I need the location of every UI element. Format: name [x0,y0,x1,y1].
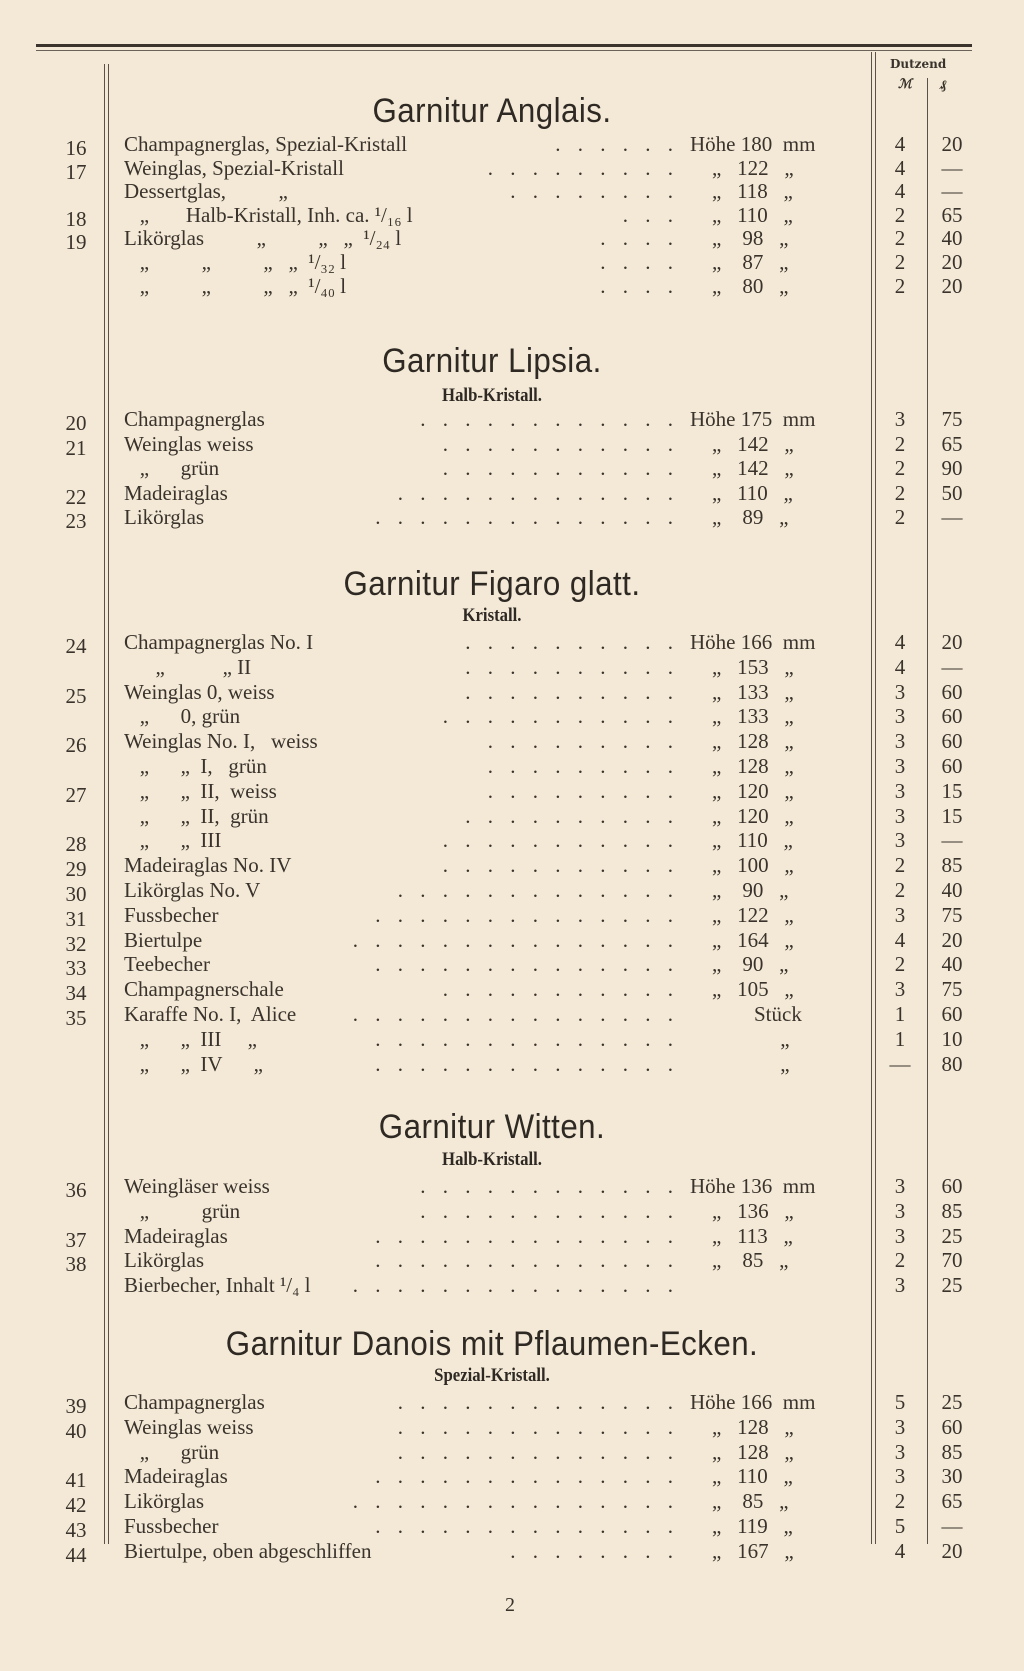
table-row [0,1248,1024,1277]
item-number: 44 [65,1542,87,1567]
item-description: „ „ I, grün [124,754,267,778]
price-mark: 1 [894,1026,906,1051]
item-number: 29 [65,857,87,882]
price-pfennig: — [941,155,963,180]
price-mark: 3 [894,778,906,803]
item-height: „ 120 „ [712,778,794,803]
leader-dots: . . . . . . . . . . . . . . [375,1248,679,1273]
section-title: Garnitur Figaro glatt. [343,565,641,603]
item-description: Weinglas, Spezial-Kristall [124,155,344,180]
leader-dots: . . . . . . . . . . [465,630,679,654]
price-mark: 3 [894,704,906,729]
item-number: 37 [65,1227,87,1252]
item-description: „ Halb-Kristall, Inh. ca. ¹/₁₆ l [124,202,413,227]
price-pfennig: 20 [941,630,963,654]
item-height: Höhe 180 mm [690,132,816,156]
item-height: „ 85 „ [712,1489,789,1514]
item-description: Karaffe No. I, Alice [124,1002,297,1026]
leader-dots: . . . . . . . . . [487,778,679,803]
item-number: 33 [65,956,87,981]
price-pfennig: 60 [941,704,963,729]
item-height: Stück [712,1002,802,1026]
table-row [0,1464,1024,1493]
item-description: Dessertglas, „ [124,179,288,204]
item-description: Champagnerglas [124,407,265,431]
leader-dots: . . . . . . . . . . . . . . [375,952,679,977]
table-row [0,1273,1024,1297]
price-pfennig: 70 [941,1248,963,1273]
section-title: Garnitur Danois mit Pflaumen-Ecken. [225,1325,759,1363]
price-mark: 2 [894,250,906,274]
section-subtitle: Kristall. [462,605,522,626]
item-description: Likörglas [124,1489,205,1514]
item-description: Champagnerglas, Spezial-Kristall [124,132,408,156]
table-row [0,1514,1024,1542]
leader-dots: . . . . . . . . [510,1538,679,1563]
price-mark: 2 [894,202,906,227]
leader-dots: . . . . . . . . . . . . . . [375,1026,679,1051]
item-number: 19 [65,230,87,255]
table-row [0,804,1024,828]
price-pfennig: — [941,1514,963,1538]
leader-dots: . . . . . . . . . . [465,654,679,679]
item-number: 23 [65,509,87,534]
leader-dots: . . . . . . . . . . [465,679,679,704]
leader-dots: . . . . . . . . . . . . . . [375,1464,679,1489]
leader-dots: . . . . . . . . . . . . . . [375,902,679,927]
item-description: Biertulpe, oben abgeschliffen [124,1538,372,1563]
price-mark: 5 [894,1390,906,1414]
leader-dots: . . . . . . . . . . . . . . . [352,1489,679,1514]
item-number: 35 [65,1006,87,1030]
item-height: „ 90 „ [712,878,789,902]
price-pfennig: 60 [941,1414,963,1439]
item-height: „ 100 „ [712,853,794,878]
price-mark: 2 [894,505,906,530]
price-mark: — [889,1051,911,1076]
table-row [0,1199,1024,1223]
item-height: „ 142 „ [712,456,794,481]
leader-dots: . . . . . . . . . . . . . [397,1414,679,1439]
price-mark: 3 [894,1223,906,1248]
leader-dots: . . . . . . . . . . . . . . [375,1223,679,1248]
leader-dots: . . . . . . . . . . . [442,853,679,878]
item-number: 17 [65,159,87,184]
table-row [0,1390,1024,1418]
leader-dots: . . . . [600,250,679,274]
leader-dots: . . . . . . . . . . . . . [397,1439,679,1464]
price-mark: 3 [894,1273,906,1298]
table-row [0,505,1024,534]
price-pfennig: 60 [941,729,963,754]
item-height: „ 164 „ [712,927,794,952]
item-number: 26 [65,733,87,758]
table-row [0,480,1024,509]
price-pfennig: 20 [941,250,963,274]
price-mark: 3 [894,407,906,431]
item-height: „ 136 „ [712,1198,794,1223]
price-mark: 4 [894,132,906,156]
item-description: Madeiraglas No. IV [124,853,292,878]
column-header-dutzend: Dutzend [890,57,947,71]
item-number: 30 [65,882,87,906]
item-number: 22 [65,484,87,509]
table-row [0,952,1024,981]
item-height: „ 110 „ [712,828,793,853]
item-height: „ [712,1051,790,1076]
section-subtitle: Halb-Kristall. [442,385,542,406]
item-description: Madeiraglas [124,1223,228,1248]
table-row [0,431,1024,460]
table-row [0,179,1024,203]
table-row [0,1027,1024,1051]
item-description: „ 0, grün [124,704,241,729]
item-number: 42 [65,1493,87,1518]
item-height: „ 122 „ [712,902,794,927]
price-pfennig: 60 [941,1002,963,1026]
table-row [0,853,1024,882]
price-pfennig: 20 [941,927,963,952]
item-description: Weinglas weiss [124,1414,254,1439]
table-row [0,132,1024,160]
item-height: „ 110 „ [712,480,793,505]
table-row [0,754,1024,778]
item-description: „ „ II [124,654,252,679]
column-header-mark: ℳ [898,77,912,92]
price-pfennig: 65 [941,1489,963,1514]
price-mark: 4 [894,179,906,204]
price-mark: 3 [894,977,906,1002]
item-height: Höhe 136 mm [690,1174,816,1198]
table-row [0,1414,1024,1443]
price-pfennig: 40 [941,952,963,977]
price-pfennig: 40 [941,226,963,251]
item-description: Likörglas [124,1248,205,1273]
item-height: Höhe 166 mm [690,630,816,654]
table-row [0,1440,1024,1464]
item-description: „ grün [124,1439,220,1464]
price-mark: 4 [894,927,906,952]
price-mark: 5 [894,1514,906,1538]
item-description: Teebecher [124,952,210,977]
item-number: 27 [65,782,87,807]
item-number: 32 [65,931,87,956]
item-description: „ „ III [124,828,222,853]
page-number: 2 [505,1594,515,1616]
price-pfennig: 60 [941,754,963,778]
item-description: Madeiraglas [124,480,228,505]
item-number: 43 [65,1518,87,1542]
item-description: Likörglas No. V [124,878,261,902]
table-row [0,977,1024,1006]
section-title: Garnitur Witten. [378,1108,606,1146]
price-mark: 3 [894,1464,906,1489]
price-mark: 2 [894,480,906,505]
item-height: „ 128 „ [712,1414,794,1439]
table-row [0,1538,1024,1567]
price-mark: 2 [894,1248,906,1273]
table-row [0,828,1024,857]
price-pfennig: 20 [941,1538,963,1563]
item-height: „ 119 „ [712,1514,793,1538]
price-pfennig: 25 [941,1273,963,1298]
item-height: „ 105 „ [712,977,794,1002]
leader-dots: . . . . [600,226,679,251]
table-row [0,250,1024,274]
table-row [0,1223,1024,1252]
price-pfennig: 75 [941,407,963,431]
table-row [0,704,1024,728]
item-description: Madeiraglas [124,1464,228,1489]
price-pfennig: 15 [941,778,963,803]
item-height: „ [712,1026,790,1051]
table-row [0,1489,1024,1518]
price-mark: 4 [894,654,906,679]
item-number: 36 [65,1178,87,1202]
leader-dots: . . . . . . . . . . . . . [397,878,679,902]
leader-dots: . . . . . . . . . [487,155,679,180]
price-pfennig: — [941,828,963,853]
item-height: „ 110 „ [712,202,793,227]
leader-dots: . . . [622,202,679,227]
price-mark: 3 [894,902,906,927]
table-row [0,902,1024,931]
price-pfennig: 15 [941,803,963,828]
table-row [0,456,1024,480]
item-height: „ 113 „ [712,1223,793,1248]
leader-dots: . . . . . . . . . . . [442,456,679,481]
item-height: „ 110 „ [712,1464,793,1489]
item-height: „ 122 „ [712,155,794,180]
price-pfennig: 60 [941,1174,963,1198]
leader-dots: . . . . . . . . . . . . . [397,480,679,505]
item-description: Fussbecher [124,1514,219,1538]
price-mark: 2 [894,878,906,902]
table-row [0,155,1024,184]
item-description: „ grün [124,456,220,481]
section-subtitle: Spezial-Kristall. [434,1365,550,1386]
item-number: 20 [65,411,87,435]
price-pfennig: 40 [941,878,963,902]
table-row [0,407,1024,435]
item-height: „ 118 „ [712,179,793,204]
item-height: „ 87 „ [712,250,789,274]
leader-dots: . . . . . . . . . . . [442,431,679,456]
price-pfennig: 50 [941,480,963,505]
item-number: 34 [65,981,87,1006]
leader-dots: . . . . . . . . . . . . [420,1198,679,1223]
item-number: 39 [65,1394,87,1418]
price-pfennig: 25 [941,1223,963,1248]
table-row [0,630,1024,658]
item-number: 18 [65,206,87,231]
item-height: „ 120 „ [712,803,794,828]
item-height: „ 167 „ [712,1538,794,1563]
item-number: 40 [65,1418,87,1443]
price-mark: 4 [894,1538,906,1563]
item-height: Höhe 166 mm [690,1390,816,1414]
price-pfennig: 85 [941,853,963,878]
price-pfennig: 10 [941,1026,963,1051]
table-row [0,655,1024,679]
price-mark: 3 [894,1198,906,1223]
price-pfennig: 90 [941,456,963,481]
leader-dots: . . . . . . . . . . . . . . [375,505,679,530]
item-height: „ 128 „ [712,1439,794,1464]
table-row [0,778,1024,807]
leader-dots: . . . . . . . . . . . [442,977,679,1002]
price-mark: 3 [894,1439,906,1464]
item-height: Höhe 175 mm [690,407,816,431]
item-height: „ 89 „ [712,505,789,530]
item-description: „ „ „ „ ¹/₄₀ l [124,273,347,298]
price-mark: 3 [894,1174,906,1198]
price-mark: 3 [894,729,906,754]
price-mark: 3 [894,679,906,704]
table-row [0,202,1024,231]
item-height: „ 128 „ [712,754,794,778]
leader-dots: . . . . . . . . . . . . . . [375,1514,679,1538]
price-mark: 2 [894,952,906,977]
top-rule-thin [36,50,972,51]
leader-dots: . . . . . . . . . . . . . . . [352,927,679,952]
item-description: „ „ II, weiss [124,778,277,803]
item-description: Biertulpe [124,927,203,952]
section-title: Garnitur Anglais. [372,92,612,130]
item-description: Fussbecher [124,902,219,927]
item-description: Weinglas 0, weiss [124,679,275,704]
price-pfennig: 65 [941,202,963,227]
table-row [0,729,1024,758]
price-pfennig: 75 [941,902,963,927]
item-description: Champagnerglas [124,1390,265,1414]
section-title: Garnitur Lipsia. [382,342,602,380]
item-height: „ 142 „ [712,431,794,456]
price-pfennig: — [941,179,963,204]
item-description: „ „ IV „ [124,1051,263,1076]
price-pfennig: 20 [941,273,963,298]
table-row [0,226,1024,255]
price-mark: 2 [894,226,906,251]
item-description: Likörglas [124,505,205,530]
price-pfennig: 60 [941,679,963,704]
item-description: „ „ II, grün [124,803,269,828]
item-number: 16 [65,136,87,160]
item-height: „ 133 „ [712,704,794,729]
table-row [0,927,1024,956]
leader-dots: . . . . . . . . . . . . . . . [352,1273,679,1298]
price-mark: 3 [894,1414,906,1439]
leader-dots: . . . . . . . . . . . . . . [375,1051,679,1076]
item-description: Champagnerschale [124,977,284,1002]
item-description: Bierbecher, Inhalt ¹/₄ l [124,1273,311,1298]
table-row [0,1002,1024,1030]
price-pfennig: 75 [941,977,963,1002]
leader-dots: . . . . [600,273,679,298]
leader-dots: . . . . . . . . [510,179,679,204]
item-description: Weinglas weiss [124,431,254,456]
item-height: „ 90 „ [712,952,789,977]
table-row [0,878,1024,906]
price-pfennig: 85 [941,1439,963,1464]
price-pfennig: 20 [941,132,963,156]
price-pfennig: — [941,654,963,679]
price-pfennig: 30 [941,1464,963,1489]
leader-dots: . . . . . . . . . . . [442,828,679,853]
price-mark: 2 [894,273,906,298]
item-number: 28 [65,832,87,857]
leader-dots: . . . . . . . . . . . . . . . [352,1002,679,1026]
item-description: Weinglas No. I, weiss [124,729,318,754]
item-number: 38 [65,1252,87,1277]
table-row [0,274,1024,298]
item-description: „ grün [124,1198,241,1223]
item-description: „ „ „ „ ¹/₃₂ l [124,250,347,274]
price-mark: 4 [894,155,906,180]
price-mark: 2 [894,853,906,878]
leader-dots: . . . . . . . . . . [465,803,679,828]
item-description: „ „ III „ [124,1026,257,1051]
leader-dots: . . . . . . [555,132,679,156]
table-row [0,679,1024,708]
price-mark: 2 [894,1489,906,1514]
item-height: „ 98 „ [712,226,789,251]
leader-dots: . . . . . . . . . . . . [420,1174,679,1198]
price-pfennig: 85 [941,1198,963,1223]
item-number: 21 [65,435,87,460]
item-number: 24 [65,634,87,658]
section-subtitle: Halb-Kristall. [442,1149,542,1170]
leader-dots: . . . . . . . . . [487,729,679,754]
item-height: „ 133 „ [712,679,794,704]
price-pfennig: 80 [941,1051,963,1076]
item-height: „ 80 „ [712,273,789,298]
item-description: Champagnerglas No. I [124,630,314,654]
price-pfennig: — [941,505,963,530]
price-mark: 3 [894,828,906,853]
price-mark: 3 [894,754,906,778]
item-description: Likörglas „ „ „ ¹/₂₄ l [124,226,402,251]
leader-dots: . . . . . . . . . . . . . [397,1390,679,1414]
column-header-pfennig: ₰ [940,78,947,93]
item-number: 41 [65,1468,87,1493]
price-mark: 1 [894,1002,906,1026]
top-rule [36,44,972,47]
table-row [0,1052,1024,1076]
leader-dots: . . . . . . . . . . . . [420,407,679,431]
price-mark: 3 [894,803,906,828]
item-number: 25 [65,683,87,708]
leader-dots: . . . . . . . . . [487,754,679,778]
price-mark: 2 [894,456,906,481]
price-pfennig: 25 [941,1390,963,1414]
leader-dots: . . . . . . . . . . . [442,704,679,729]
item-height: „ 153 „ [712,654,794,679]
item-number: 31 [65,906,87,931]
item-description: Weingläser weiss [124,1174,270,1198]
item-height: „ 85 „ [712,1248,789,1273]
price-mark: 2 [894,431,906,456]
price-pfennig: 65 [941,431,963,456]
price-mark: 4 [894,630,906,654]
item-height: „ 128 „ [712,729,794,754]
table-row [0,1174,1024,1202]
